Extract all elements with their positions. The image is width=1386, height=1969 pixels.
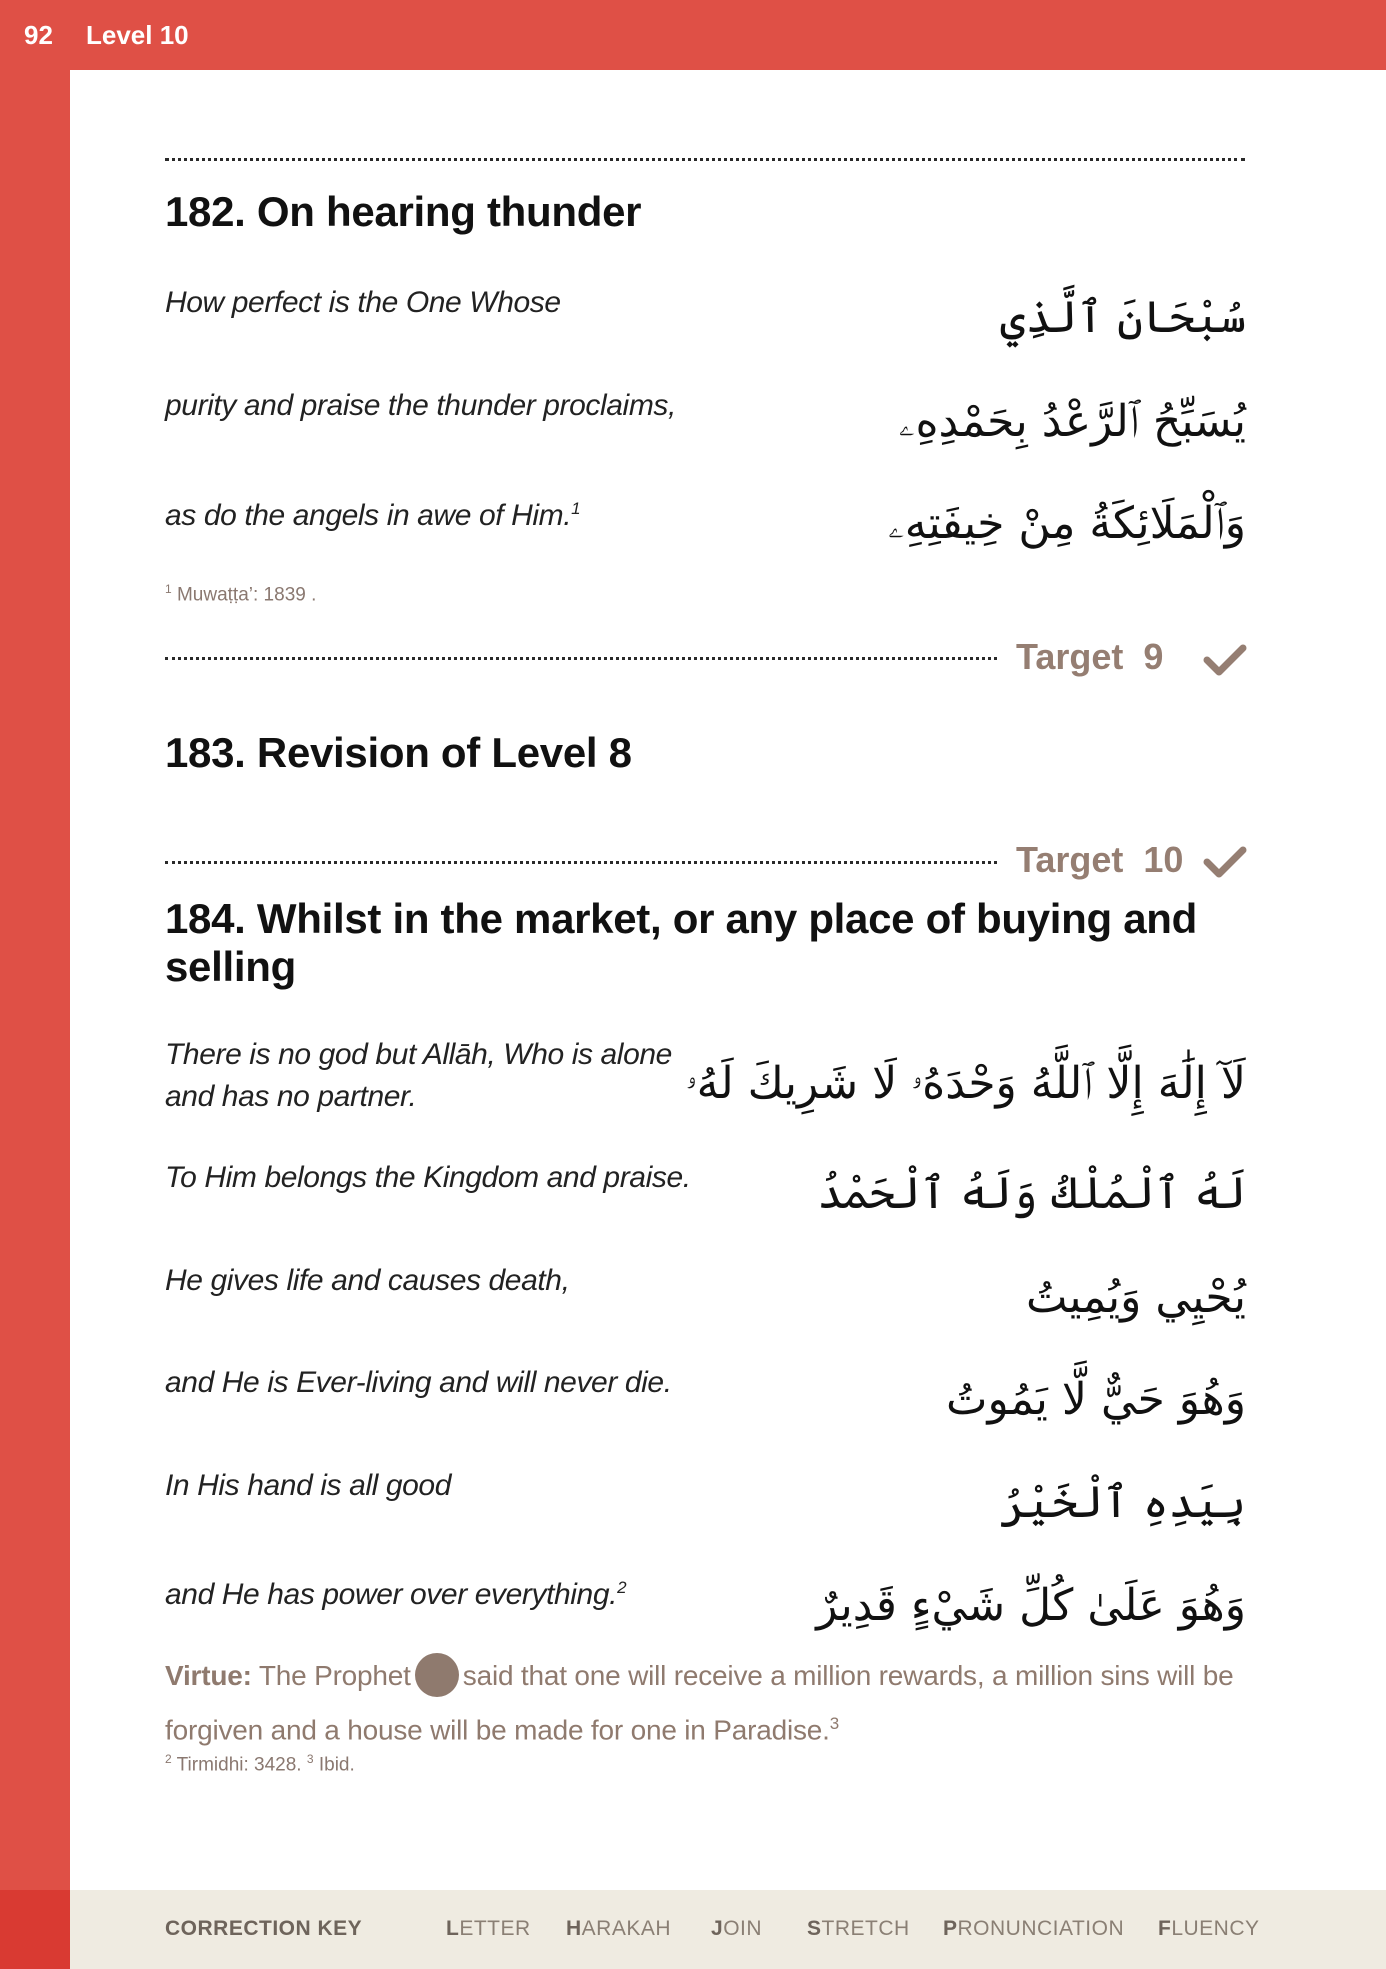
arabic-line: وَهُوَ حَيٌّ لَّا يَمُوتُ	[946, 1374, 1246, 1425]
key-harakah: HARAKAH	[566, 1917, 672, 1940]
key-fluency: FLUENCY	[1158, 1917, 1260, 1940]
arabic-line: لَآ إِلَٰهَ إِلَّا ٱللَّهُ وَحْدَهُۥ لَا شَرِيكَ لَهُۥ	[685, 1058, 1246, 1109]
translation-line: To Him belongs the Kingdom and praise.	[165, 1161, 691, 1194]
arabic-line: وَهُوَ عَلَىٰ كُلِّ شَيْءٍ قَدِيرٌ	[816, 1580, 1246, 1631]
key-letter: LETTER	[446, 1917, 531, 1940]
arabic-line: وَٱلْمَلَائِكَةُ مِنْ خِيفَتِهِۦ	[888, 498, 1246, 549]
section-184-title: 184. Whilst in the market, or any place of buying and selling	[165, 895, 1197, 990]
section-183-title: 183. Revision of Level 8	[165, 729, 632, 776]
arabic-line: يُسَبِّحُ ٱلرَّعْدُ بِحَمْدِهِۦ	[898, 396, 1246, 447]
key-join: JOIN	[711, 1917, 763, 1940]
salutation-icon	[415, 1653, 459, 1697]
translation-line: There is no god but Allāh, Who is alone and has no partner.	[165, 1038, 672, 1113]
translation-line: as do the angels in awe of Him.$^1$	[165, 499, 581, 532]
translation-line: and He is Ever-living and will never die.	[165, 1366, 672, 1399]
translation-line: In His hand is all good	[165, 1469, 451, 1502]
level-title: Level 10	[86, 20, 189, 50]
divider	[165, 657, 997, 660]
key-stretch: STRETCH	[807, 1917, 910, 1940]
divider	[165, 158, 1245, 161]
target-label: Target 9	[1016, 636, 1164, 677]
checkmark-icon	[1203, 844, 1247, 880]
translation-line: How perfect is the One Whose	[165, 286, 561, 319]
correction-key-label: CORRECTION KEY	[165, 1917, 363, 1940]
left-red-sidebar	[0, 0, 70, 1969]
page-number: 92	[24, 20, 53, 50]
section-182-title: 182. On hearing thunder	[165, 188, 642, 235]
translation-line: purity and praise the thunder proclaims,	[165, 389, 676, 422]
arabic-line: يُحْيِي وَيُمِيتُ	[1026, 1272, 1246, 1323]
key-pronunciation: PRONUNCIATION	[943, 1917, 1125, 1940]
sidebar-footer-block	[0, 1890, 70, 1969]
footnote-marker: 2	[617, 1578, 627, 1597]
arabic-line: بِيَدِهِ ٱلْخَيْرُ	[999, 1477, 1246, 1528]
divider	[165, 861, 997, 864]
footnote: $^2$ Tirmidhi: 3428. $^3$ Ibid.	[165, 1752, 355, 1776]
arabic-line: سُبْحَانَ ٱلَّذِي	[999, 292, 1246, 343]
top-header-bar	[0, 0, 1386, 70]
checkmark-icon	[1203, 642, 1247, 678]
translation-line: and He has power over everything.$^2$	[165, 1578, 627, 1611]
translation-line: He gives life and causes death,	[165, 1264, 570, 1297]
virtue-note: Virtue: The Prophet said that one will receive a million rewards, a million sins will be forgiven and a house will be made for one in Paradise.$^3$	[165, 1652, 1245, 1753]
arabic-line: لَهُ ٱلْمُلْكُ وَلَهُ ٱلْحَمْدُ	[817, 1168, 1246, 1219]
target-label: Target 10	[1016, 839, 1184, 880]
footnote-marker: 1	[571, 499, 581, 518]
footnote: $^1$ Muwaṭṭa’: 1839 .	[165, 582, 317, 606]
